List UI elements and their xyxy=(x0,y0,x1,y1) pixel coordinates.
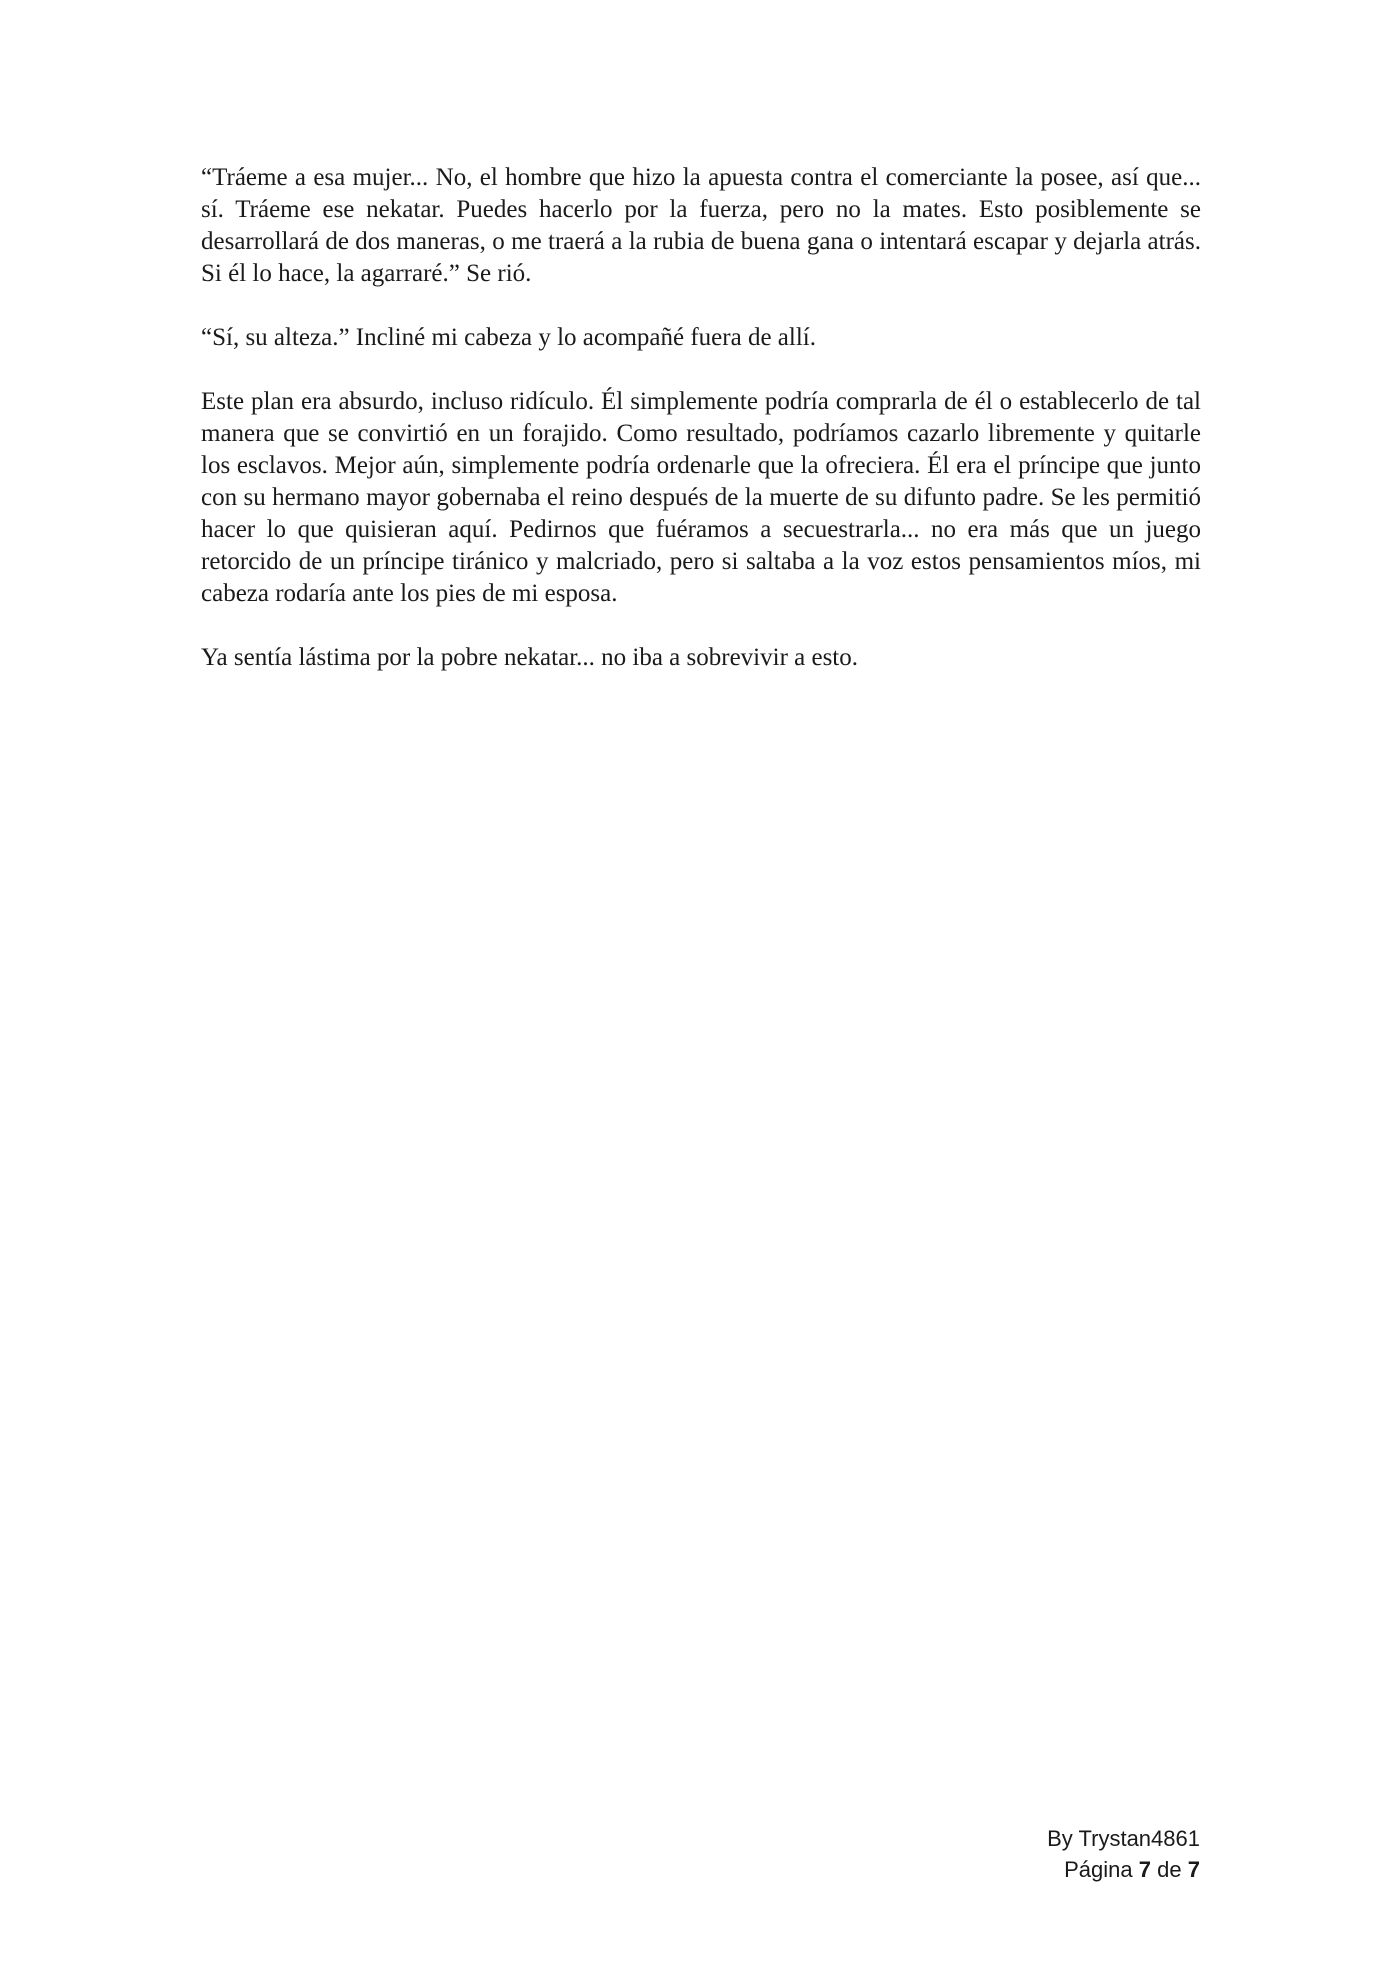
footer-author: By Trystan4861 xyxy=(1047,1826,1200,1851)
page-current: 7 xyxy=(1138,1857,1152,1882)
paragraph-2: “Sí, su alteza.” Incliné mi cabeza y lo acompañé fuera de allí. xyxy=(201,324,816,351)
page-label: Página xyxy=(1064,1857,1133,1882)
paragraph-3: Este plan era absurdo, incluso ridículo. Él simplemente podría comprarla de él o establecerlo de tal manera que se convirtió en un forajido. Como resultado, podríamos cazarlo libremente y quitarle los esclavos. Mejor aún, simplemente podría ordenarle que la ofreciera. Él era el príncipe que junto con su hermano mayor gobernaba el reino después de la muerte de su difunto padre. Se les permitió hacer lo que quisieran aquí. Pedirnos que fuéramos a secuestrarla... no era más que un juego retorcido de un príncipe tiránico y malcriado, pero si saltaba a la voz estos pensamientos míos, mi cabeza rodaría ante los pies de mi esposa. xyxy=(201,388,1201,607)
page-footer xyxy=(1047,1823,1200,1885)
page-number xyxy=(1047,1854,1200,1885)
page-total: 7 xyxy=(1187,1857,1200,1882)
paragraph-4: Ya sentía lástima por la pobre nekatar... no iba a sobrevivir a esto. xyxy=(201,644,859,671)
page-of: de xyxy=(1157,1857,1182,1882)
body-text xyxy=(201,162,1201,674)
paragraph-1: “Tráeme a esa mujer... No, el hombre que hizo la apuesta contra el comerciante la posee, así que... sí. Tráeme ese nekatar. Puedes hacerlo por la fuerza, pero no la mates. Esto posiblemente se desarrollará de dos maneras, o me traerá a la rubia de buena gana o intentará escapar y dejarla atrás. Si él lo hace, la agarraré.” Se rió. xyxy=(201,164,1201,287)
